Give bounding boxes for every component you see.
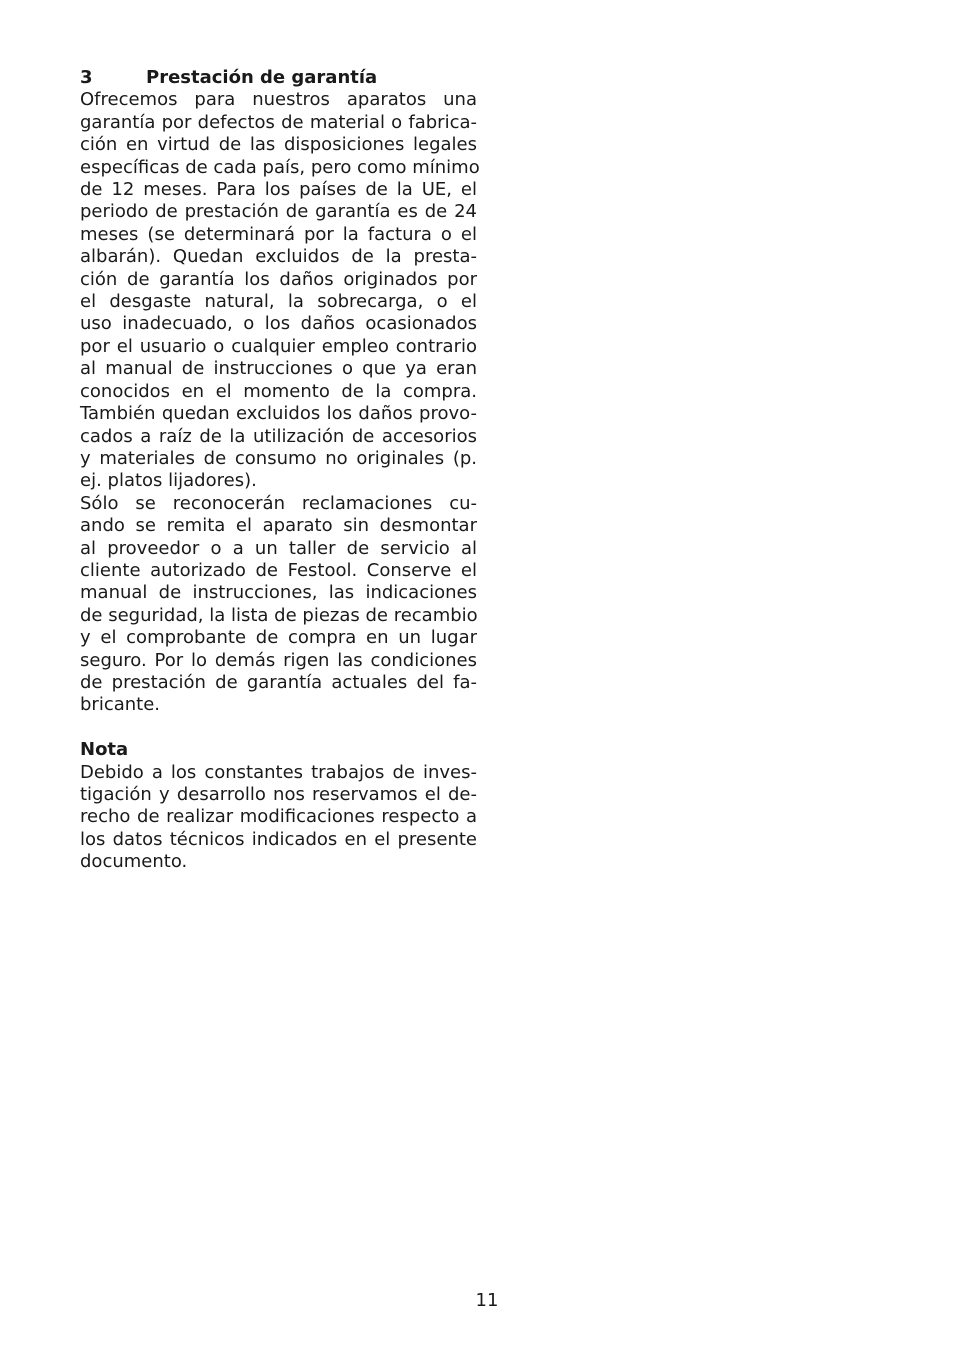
- text-line: tigación y desarrollo nos reservamos el de-: [80, 783, 477, 805]
- text-line: específicas de cada país, pero como mínimo: [80, 156, 480, 178]
- text-line: uso inadecuado, o los daños ocasionados: [80, 313, 477, 335]
- section-number: 3: [80, 67, 93, 88]
- text-line: los datos técnicos indicados en el presente: [80, 828, 477, 850]
- text-line: y materiales de consumo no originales (p.: [80, 447, 477, 469]
- section-heading: [80, 67, 477, 89]
- text-line: por el usuario o cualquier empleo contrario: [80, 335, 477, 357]
- text-line: meses (se determinará por la factura o el: [80, 223, 477, 245]
- text-line: albarán). Quedan excluidos de la presta-: [80, 246, 477, 268]
- text-line: Debido a los constantes trabajos de inves-: [80, 761, 477, 783]
- text-line: de seguridad, la lista de piezas de recambio: [80, 604, 478, 626]
- text-line: manual de instrucciones, las indicaciones: [80, 582, 477, 604]
- text-line: seguro. Por lo demás rigen las condiciones: [80, 649, 477, 671]
- text-line: Sólo se reconocerán reclamaciones cu-: [80, 492, 477, 514]
- text-line: al proveedor o a un taller de servicio al: [80, 537, 477, 559]
- text-line: ej. platos lijadores).: [80, 470, 257, 492]
- text-line: cados a raíz de la utilización de accesorios: [80, 425, 477, 447]
- text-line: ción de garantía los daños originados por: [80, 268, 477, 290]
- note-paragraph: [80, 762, 477, 874]
- paragraph-gap: [80, 717, 477, 739]
- text-line: garantía por defectos de material o fabrica-: [80, 111, 477, 133]
- text-line: También quedan excluidos los daños provo-: [80, 403, 477, 425]
- text-line: el desgaste natural, la sobrecarga, o el: [80, 291, 477, 313]
- text-line: ción en virtud de las disposiciones legales: [80, 134, 477, 156]
- page-number: 11: [475, 1290, 499, 1311]
- text-line: de prestación de garantía actuales del fa-: [80, 671, 477, 693]
- section-title: Prestación de garantía: [146, 67, 378, 88]
- text-line: ando se remita el aparato sin desmontar: [80, 515, 477, 537]
- text-line: recho de realizar modificaciones respecto a: [80, 806, 477, 828]
- text-column: [80, 67, 480, 874]
- text-line: conocidos en el momento de la compra.: [80, 380, 477, 402]
- text-line: Ofrecemos para nuestros aparatos una: [80, 89, 477, 111]
- text-line: periodo de prestación de garantía es de 24: [80, 201, 477, 223]
- claims-paragraph: [80, 493, 477, 717]
- warranty-paragraph: [80, 89, 480, 492]
- text-line: y el comprobante de compra en un lugar: [80, 627, 477, 649]
- text-line: cliente autorizado de Festool. Conserve el: [80, 559, 477, 581]
- text-line: de 12 meses. Para los países de la UE, el: [80, 179, 477, 201]
- text-line: al manual de instrucciones o que ya eran: [80, 358, 477, 380]
- text-line: documento.: [80, 851, 188, 873]
- text-line: bricante.: [80, 694, 161, 716]
- note-heading: Nota: [80, 739, 129, 761]
